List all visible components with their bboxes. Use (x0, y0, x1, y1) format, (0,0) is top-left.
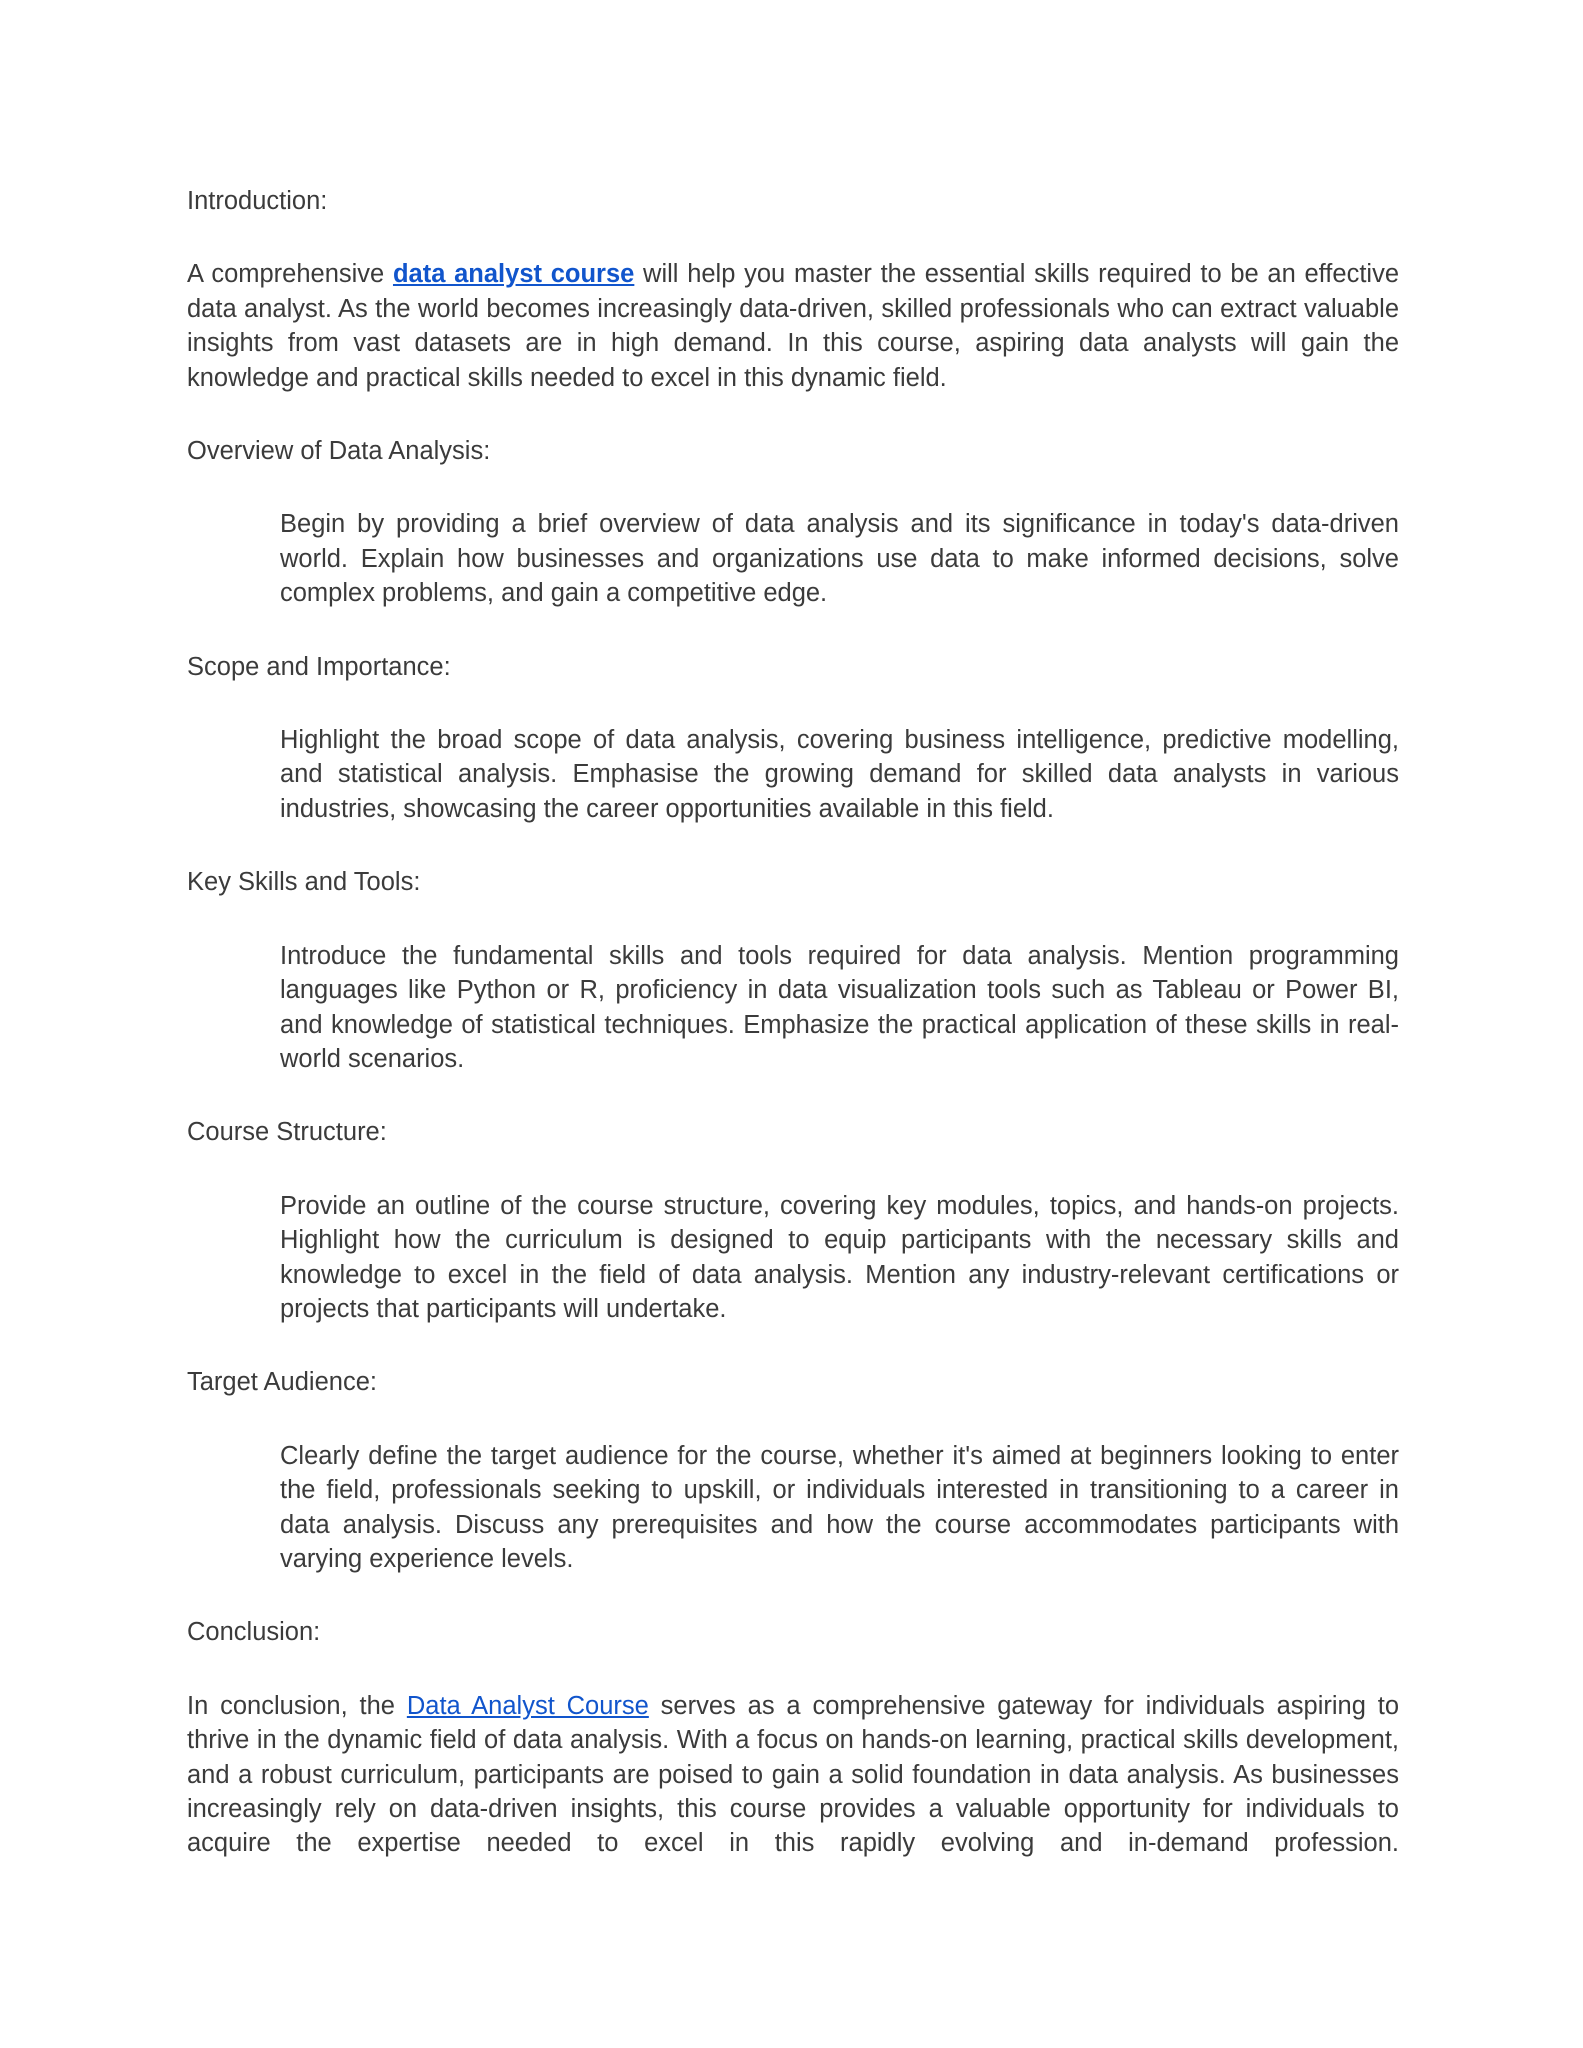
structure-paragraph: Provide an outline of the course structure, covering key modules, topics, and hands-on projects. Highlight how the curriculum is designed to equip participants with the necessary skills and knowledge to excel in the field of data analysis. Mention any industry-relevant certifications or projects that participants will undertake. (280, 1191, 1399, 1323)
introduction-text-rest: will help you master the essential skills required to be an effective data analyst. As the world becomes increasingly data-driven, skilled professionals who can extract valuable insights from vast datasets are in high demand. In this course, aspiring data analysts will gain the knowledge and practical skills needed to excel in this dynamic field. (187, 260, 1400, 392)
introduction-paragraph (187, 257, 1399, 395)
spacer (187, 1326, 1399, 1365)
spacer (187, 1400, 1399, 1439)
conclusion-paragraph (187, 1689, 1399, 1861)
spacer (187, 684, 1399, 723)
conclusion-text-start: In conclusion, the (187, 1691, 407, 1720)
skills-paragraph: Introduce the fundamental skills and tools required for data analysis. Mention programming languages like Python or R, proficiency in data visualization tools such as Tableau or Power BI, and knowledge of statistical techniques. Emphasize the practical application of these skills in real-world scenarios. (280, 941, 1399, 1073)
spacer (187, 1576, 1399, 1615)
scope-heading: Scope and Importance: (187, 652, 451, 681)
spacer (187, 468, 1399, 507)
spacer (187, 1150, 1399, 1189)
spacer (187, 826, 1399, 865)
introduction-heading: Introduction: (187, 187, 328, 215)
skills-heading: Key Skills and Tools: (187, 868, 421, 897)
document-body (187, 184, 1399, 1861)
spacer (187, 218, 1399, 257)
spacer (187, 611, 1399, 650)
conclusion-text-rest: serves as a comprehensive gateway for individuals aspiring to thrive in the dynamic field of data analysis. With a focus on hands-on learning, practical skills development, and a robust curriculum, participants are poised to gain a solid foundation in data analysis. As businesses increasingly rely on data-driven insights, this course provides a valuable opportunity for individuals to acquire the expertise needed to excel in this rapidly evolving and in-demand profession. (187, 1691, 1399, 1858)
structure-heading: Course Structure: (187, 1118, 387, 1147)
scope-paragraph: Highlight the broad scope of data analysis, covering business intelligence, predictive modelling, and statistical analysis. Emphasise the growing demand for skilled data analysts in various industries, showcasing the career opportunities available in this field. (280, 726, 1399, 823)
spacer (187, 1650, 1399, 1689)
conclusion-heading: Conclusion: (187, 1618, 321, 1647)
overview-heading: Overview of Data Analysis: (187, 437, 491, 466)
spacer (187, 395, 1399, 434)
introduction-text-start: A comprehensive (187, 260, 393, 289)
overview-paragraph: Begin by providing a brief overview of data analysis and its significance in today's data-driven world. Explain how businesses and organizations use data to make informed decisions, solve complex problems, and gain a competitive edge. (280, 510, 1399, 608)
spacer (187, 1076, 1399, 1115)
audience-paragraph: Clearly define the target audience for the course, whether it's aimed at beginners looking to enter the field, professionals seeking to upskill, or individuals interested in transitioning to a career in data analysis. Discuss any prerequisites and how the course accommodates participants with varying experience levels. (280, 1441, 1399, 1573)
audience-heading: Target Audience: (187, 1368, 377, 1397)
data-analyst-course-link-conclusion[interactable]: Data Analyst Course (406, 1691, 649, 1720)
data-analyst-course-link[interactable]: data analyst course (392, 260, 635, 289)
spacer (187, 900, 1399, 939)
